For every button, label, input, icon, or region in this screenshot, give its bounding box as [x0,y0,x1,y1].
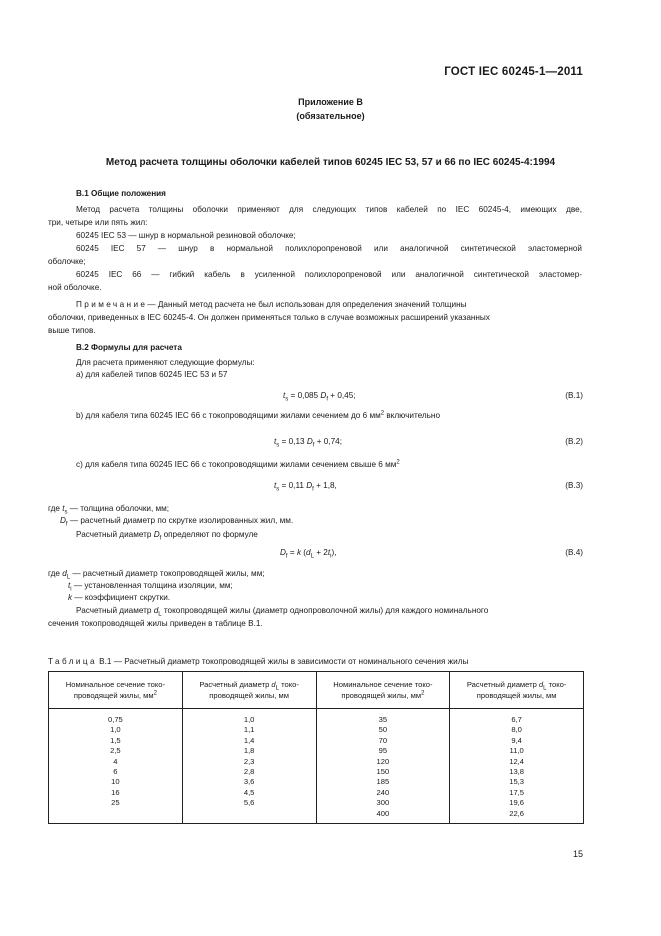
paragraph-line: Расчетный диаметр $d_L$ токопроводящей жилы (диаметр однопроволочной жилы) для каждого номинального [76,606,489,618]
paragraph-line: Расчетный диаметр $D_f$ определяют по формуле [76,530,258,542]
section-b2-heading: B.2 Формулы для расчета [76,343,182,352]
formula-b2: $t_s = 0,13$ $D_f + 0,74$; [274,437,342,449]
appendix-status: (обязательное) [296,111,365,121]
table-column-2: 1,0 1,1 1,4 1,8 2,3 2,8 3,6 4,5 5,6 [182,709,316,824]
list-item: 60245 IEC 53 — шнур в нормальной резиновой оболочке; [76,231,296,240]
definition-line: где $t_s$ — толщина оболочки, мм; [48,504,170,516]
paragraph-line: Для расчета применяют следующие формулы: [76,358,255,367]
table-header-cell: Расчетный диаметр $d_L$ токо- проводящей жилы, мм [182,672,316,709]
paragraph-line: b) для кабеля типа 60245 IEC 66 с токопроводящими жилами сечением до 6 $мм^2$ включительно [76,410,440,420]
definition-line: $t_i$ — установленная толщина изоляции, мм; [68,581,233,593]
definition-line: где $d_L$ — расчетный диаметр токопроводящей жилы, мм; [48,569,265,581]
table-header-cell: Расчетный диаметр $d_L$ токо- проводящей жилы, мм [450,672,584,709]
table-header-cell: Номинальное сечение токо- проводящей жилы, $мм^2$ [49,672,183,709]
table-column-3: 35 50 70 95 120 150 185 240 300 400 [316,709,450,824]
formula-b4: $D_f = k$ $(d_L + 2t_i)$, [280,548,337,560]
table-header-cell: Номинальное сечение токо- проводящей жилы, $мм^2$ [316,672,450,709]
equation-number: (B.1) [565,391,583,400]
equation-number: (B.4) [565,548,583,557]
formula-b1: $t_s = 0,085$ $D_f + 0,45$; [283,391,356,403]
paragraph-line: а) для кабелей типов 60245 IEC 53 и 57 [76,370,228,379]
table-column-4: 6,7 8,0 9,4 11,0 12,4 13,8 15,3 17,5 19,6 22,6 [450,709,584,824]
list-item: 60245 IEC 66 — гибкий кабель в усиленной полихлоропреновой или аналогичной синтетической эластомер- [76,270,582,279]
formula-b3: $t_s = 0,11$ $D_f + 1,8$, [274,481,337,493]
appendix-heading [0,95,661,123]
table-column-1: 0,75 1,0 1,5 2,5 4 6 10 16 25 [49,709,183,824]
definition-line: $D_f$ — расчетный диаметр по скрутке изолированных жил, мм. [60,516,294,528]
table-b1 [48,671,584,824]
table-header-row [49,672,584,709]
table-caption: Таблица B.1 — Расчетный диаметр токопроводящей жилы в зависимости от номинального сечения жилы [48,657,469,666]
note-line: оболочки, приведенных в IEC 60245-4. Он должен применяться только в случае возможных расширений указанных [48,313,490,322]
section-b1-heading: B.1 Общие положения [76,189,166,198]
paragraph-line: Метод расчета толщины оболочки применяют для следующих типов кабелей по IEC 60245-4, имеющих две, [76,205,582,214]
document-title: Метод расчета толщины оболочки кабелей типов 60245 IEC 53, 57 и 66 по IEC 60245-4:1994 [105,157,556,168]
appendix-label: Приложение B [298,97,363,107]
paragraph-line: сечения токопроводящей жилы приведен в таблице B.1. [48,619,263,628]
standard-number: ГОСТ IEC 60245-1—2011 [444,66,583,78]
page-number: 15 [572,849,583,859]
note-line: выше типов. [48,326,96,335]
equation-number: (B.3) [565,481,583,490]
equation-number: (B.2) [565,437,583,446]
list-item-cont: оболочке; [48,257,86,266]
note-label: Примечание [76,300,148,309]
list-item-cont: ной оболочке. [48,283,102,292]
paragraph-line: три, четыре или пять жил: [48,218,148,227]
definition-line: k — коэффициент скрутки. [68,593,171,602]
table-row [49,709,584,824]
note-line [76,298,466,311]
list-item: 60245 IEC 57 — шнур в нормальной полихлоропреновой или аналогичной синтетической эластомерной [76,244,582,253]
paragraph-line: c) для кабеля типа 60245 IEC 66 с токопроводящими жилами сечением свыше 6 $мм^2$ [76,459,400,469]
note-text: — Данный метод расчета не был использован для определения значений толщины [147,300,467,309]
